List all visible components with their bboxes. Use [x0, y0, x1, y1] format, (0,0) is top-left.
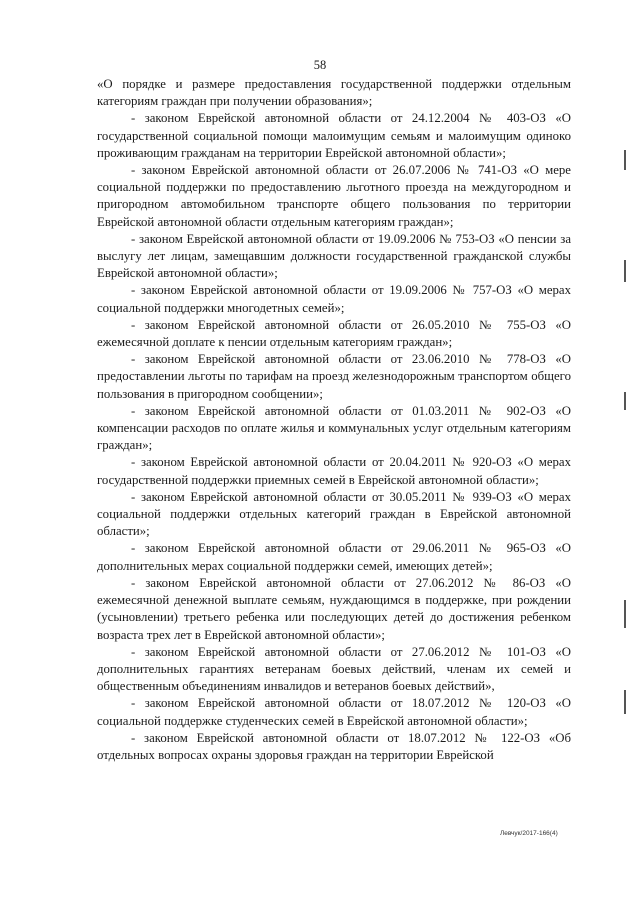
- law-list-item: - законом Еврейской автономной области от 26.05.2010 № 755-ОЗ «О ежемесячной доплате к пенсии отдельным категориям граждан»;: [97, 317, 571, 350]
- law-list-item: - законом Еврейской автономной области от 23.06.2010 № 778-ОЗ «О предоставлении льготы по тарифам на проезд железнодорожным транспортом общего пользования в пригородном сообщении»;: [97, 352, 571, 401]
- law-list-item: - законом Еврейской автономной области от 27.06.2012 № 86-ОЗ «О ежемесячной денежной выплате семьям, нуждающимся в поддержке, при рождении (усыновлении) третьего ребенка или последующих детей до достижения ребенком возраста трех лет в Еврейской автономной области»;: [97, 575, 571, 642]
- scan-edge-mark: [624, 260, 626, 282]
- scan-edge-mark: [624, 690, 626, 714]
- document-reference-code: Левчук/2017-166(4): [500, 830, 558, 837]
- page-number: 58: [313, 58, 327, 72]
- law-list-item: - законом Еврейской автономной области от 26.07.2006 № 741-ОЗ «О мере социальной поддержки по предоставлению льготного проезда на междугородном и пригородном автомобильном транспорте общего пользования по территории Еврейской автономной области отдельным категориям граждан»;: [97, 163, 571, 229]
- law-list-item: - законом Еврейской автономной области от 20.04.2011 № 920-ОЗ «О мерах государственной поддержки приемных семей в Еврейской автономной области»;: [97, 455, 571, 487]
- law-list-item: - законом Еврейской автономной области от 30.05.2011 № 939-ОЗ «О мерах социальной поддержки отдельных категорий граждан в Еврейской автономной области»;: [97, 489, 571, 539]
- law-list-item: - законом Еврейской автономной области от 18.07.2012 № 120-ОЗ «О социальной поддержке студенческих семей в Еврейской автономной области»;: [97, 696, 571, 728]
- law-list-item: - законом Еврейской автономной области от 27.06.2012 № 101-ОЗ «О дополнительных гарантиях ветеранам боевых действий, членам их семей и общественным объединениям инвалидов и ветеранов боевых действий»,: [97, 644, 571, 694]
- scan-edge-mark: [624, 392, 626, 410]
- law-list-item: - законом Еврейской автономной области от 19.09.2006 № 753-ОЗ «О пенсии за выслугу лет лицам, замещавшим должности государственной гражданской службы Еврейской автономной области»;: [97, 231, 571, 281]
- law-list-item: - законом Еврейской автономной области от 01.03.2011 № 902-ОЗ «О компенсации расходов по оплате жилья и коммунальных услуг отдельным категориям граждан»;: [97, 403, 571, 453]
- scan-edge-mark: [624, 150, 626, 170]
- document-body: [97, 76, 571, 764]
- law-list-item: - законом Еврейской автономной области от 18.07.2012 № 122-ОЗ «Об отдельных вопросах охраны здоровья граждан на территории Еврейской: [97, 730, 571, 762]
- continued-paragraph: «О порядке и размере предоставления государственной поддержки отдельным категориям граждан при получении образования»;: [97, 77, 571, 109]
- law-list-item: - законом Еврейской автономной области от 24.12.2004 № 403-ОЗ «О государственной социальной помощи малоимущим семьям и малоимущим одиноко проживающим гражданам на территории Еврейской автономной области»;: [97, 111, 571, 160]
- scan-edge-mark: [624, 600, 626, 628]
- law-list-item: - законом Еврейской автономной области от 29.06.2011 № 965-ОЗ «О дополнительных мерах социальной поддержки семей, имеющих детей»;: [97, 541, 571, 573]
- law-list-item: - законом Еврейской автономной области от 19.09.2006 № 757-ОЗ «О мерах социальной поддержки многодетных семей»;: [97, 283, 571, 315]
